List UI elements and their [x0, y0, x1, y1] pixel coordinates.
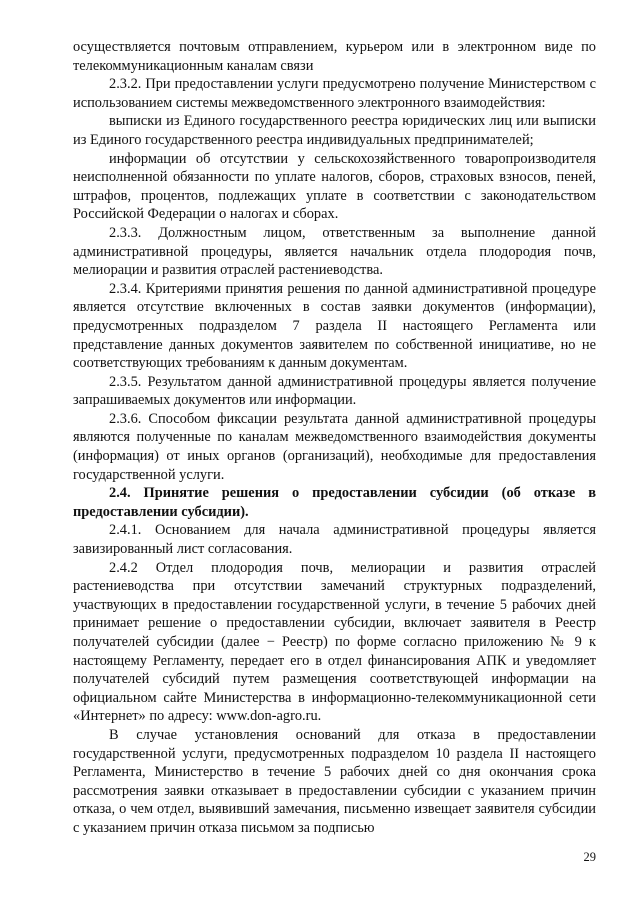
- paragraph-2-3-3: 2.3.3. Должностным лицом, ответственным за выполнение данной административной процедуры, является начальник отдела плодородия почв, мелиорации и развития отраслей растениеводства.: [73, 224, 596, 279]
- paragraph-2-3-2: 2.3.2. При предоставлении услуги предусмотрено получение Министерством с использованием системы межведомственного электронного взаимодействия:: [73, 76, 596, 111]
- paragraph-continuation: осуществляется почтовым отправлением, курьером или в электронном виде по телекоммуникационным каналам связи: [73, 39, 596, 74]
- paragraph-egrul-extract: выписки из Единого государственного реестра юридических лиц или выписки из Единого государственного реестра индивидуальных предпринимателей;: [73, 113, 596, 148]
- paragraph-2-3-5: 2.3.5. Результатом данной административной процедуры является получение запрашиваемых документов или информации.: [73, 373, 596, 409]
- paragraph-tax-info: информации об отсутствии у сельскохозяйственного товаропроизводителя неисполненной обязанности по уплате налогов, сборов, страховых взносов, пеней, штрафов, процентов, подлежащих уплате в соответствии с законодательством Российской Федерации о налогах и сборах.: [73, 150, 596, 223]
- paragraph-refusal: В случае установления оснований для отказа в предоставлении государственной услуги, предусмотренных подразделом 10 раздела II настоящего Регламента, Министерство в течение 5 рабочих дней со дня окончания срока рассмотрения заявки отказывает в предоставлении субсидии с указанием причин отказа, о чем отдел, выявивший замечания, письменно извещает заявителя субсидии с указанием причин отказа письмом за подписью: [73, 726, 596, 836]
- page-number: 29: [583, 850, 596, 864]
- paragraph-2-3-6: 2.3.6. Способом фиксации результата данной административной процедуры являются полученные по каналам межведомственного взаимодействия документы (информация) от иных органов (организаций), необходимые для предоставления государственной услуги.: [73, 410, 596, 483]
- paragraph-2-4-1: 2.4.1. Основанием для начала административной процедуры является завизированный лист согласования.: [73, 522, 596, 558]
- page-body: [73, 38, 596, 838]
- paragraph-2-3-4: 2.3.4. Критериями принятия решения по данной административной процедуре является отсутствие включенных в состав заявки документов (информации), предусмотренных подразделом 7 раздела II настоящего Регламента или представление данных документов заявителем по собственной инициативе, но не соответствующих требованиям к данным документам.: [73, 280, 596, 372]
- section-heading-2-4: 2.4. Принятие решения о предоставлении субсидии (об отказе в предоставлении субсидии).: [73, 485, 596, 520]
- paragraph-2-4-2: 2.4.2 Отдел плодородия почв, мелиорации и развития отраслей растениеводства при отсутствии замечаний структурных подразделений, участвующих в предоставлении государственной услуги, в течение 5 рабочих дней принимает решение о предоставлении субсидии, включает заявителя в Реестр получателей субсидии (далее − Реестр) по форме согласно приложению № 9 к настоящему Регламенту, передает его в отдел финансирования АПК и уведомляет получателей субсидий путем размещения соответствующей информации на официальном сайте Министерства в информационно-телекоммуникационной сети «Интернет» по адресу: www.don-agro.ru.: [73, 559, 596, 725]
